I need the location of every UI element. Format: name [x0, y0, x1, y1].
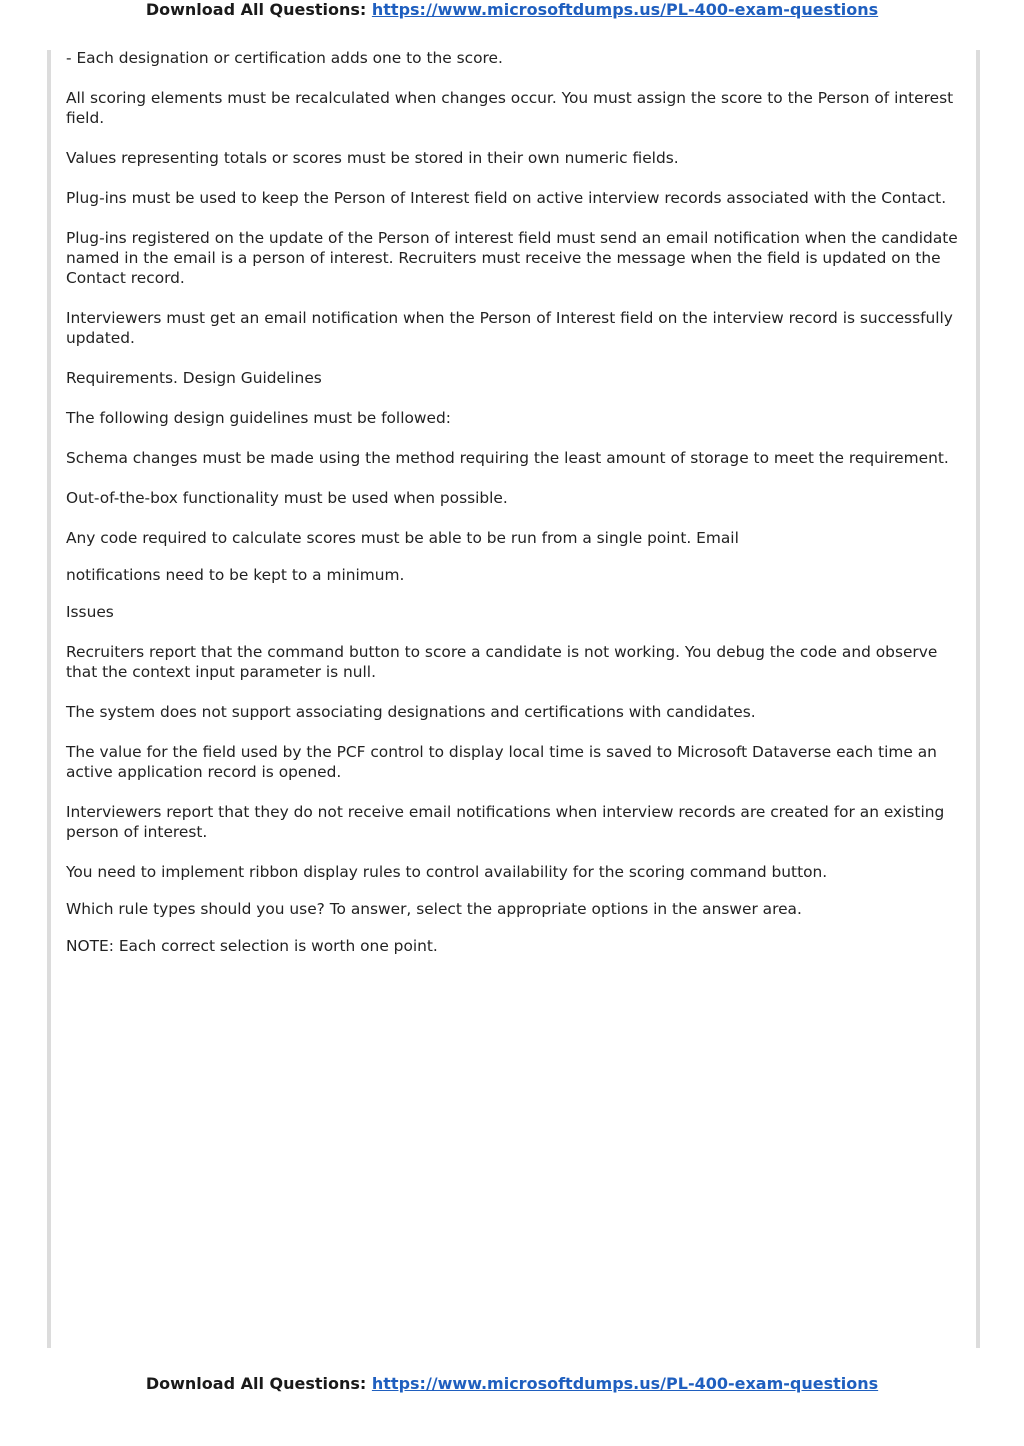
paragraph: Plug-ins registered on the update of the Person of interest field must send an email notification when the candidate named in the email is a person of interest. Recruiters must receive the message when the field is updated on the Contact record. [66, 229, 958, 287]
question-prompt: Which rule types should you use? To answer, select the appropriate options in the answer area. [66, 900, 802, 918]
section-heading: Issues [66, 603, 114, 621]
footer-banner [0, 1374, 1024, 1393]
paragraph: - Each designation or certification adds one to the score. [66, 49, 503, 67]
paragraph: notifications need to be kept to a minimum. [66, 566, 405, 584]
paragraph: Interviewers must get an email notification when the Person of Interest field on the interview record is successfully updated. [66, 309, 953, 347]
section-heading: Requirements. Design Guidelines [66, 369, 322, 387]
paragraph: Plug-ins must be used to keep the Person of Interest field on active interview records associated with the Contact. [66, 189, 947, 207]
paragraph: Recruiters report that the command button to score a candidate is not working. You debug the code and observe that the context input parameter is null. [66, 643, 938, 681]
header-banner [0, 0, 1024, 19]
paragraph: You need to implement ribbon display rules to control availability for the scoring command button. [66, 863, 828, 881]
paragraph: Values representing totals or scores must be stored in their own numeric fields. [66, 149, 679, 167]
paragraph: Any code required to calculate scores must be able to be run from a single point. Email [66, 529, 739, 547]
footer-download-link[interactable]: https://www.microsoftdumps.us/PL-400-exam-questions [371, 1374, 879, 1393]
paragraph: The system does not support associating designations and certifications with candidates. [66, 703, 756, 721]
paragraph: Schema changes must be made using the method requiring the least amount of storage to meet the requirement. [66, 449, 949, 467]
footer-label: Download All Questions: [145, 1374, 367, 1393]
header-label: Download All Questions: [145, 0, 367, 19]
header-download-link[interactable]: https://www.microsoftdumps.us/PL-400-exam-questions [371, 0, 879, 19]
paragraph: Out-of-the-box functionality must be used when possible. [66, 489, 508, 507]
question-body [66, 48, 961, 976]
note: NOTE: Each correct selection is worth one point. [66, 937, 438, 955]
paragraph: Interviewers report that they do not receive email notifications when interview records are created for an existing person of interest. [66, 803, 945, 841]
paragraph: All scoring elements must be recalculated when changes occur. You must assign the score to the Person of interest field. [66, 89, 954, 127]
paragraph: The following design guidelines must be followed: [66, 409, 451, 427]
paragraph: The value for the field used by the PCF control to display local time is saved to Microsoft Dataverse each time an active application record is opened. [66, 743, 937, 781]
